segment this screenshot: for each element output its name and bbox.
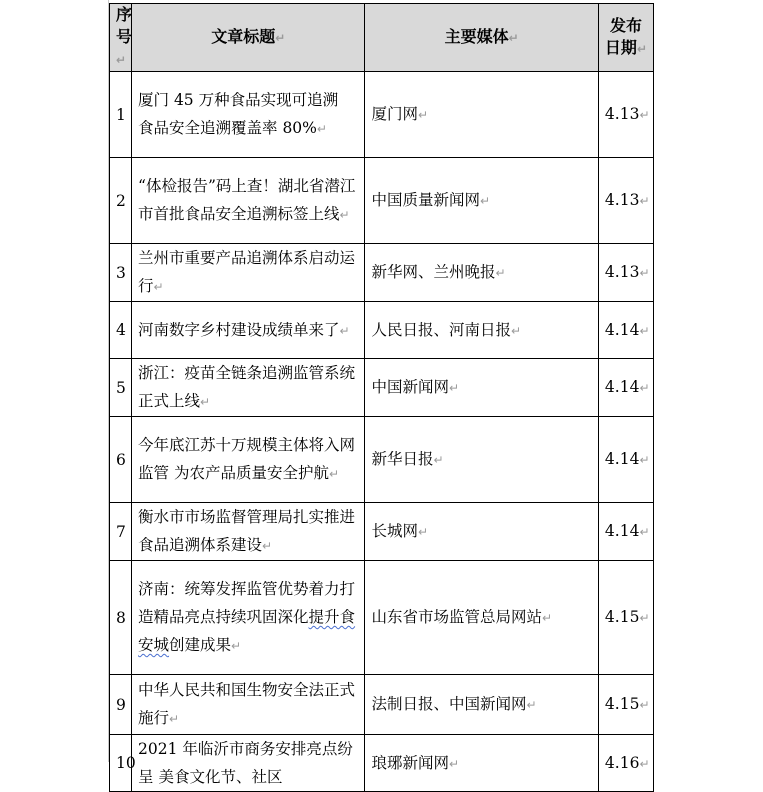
header-date: 发布日期↵ bbox=[598, 4, 653, 72]
row-media: 人民日报、河南日报↵ bbox=[365, 302, 598, 359]
row-no: 4 bbox=[110, 302, 132, 359]
header-title: 文章标题↵ bbox=[132, 4, 365, 72]
row-no: 10 bbox=[110, 735, 132, 792]
row-date: 4.15↵ bbox=[598, 675, 653, 735]
row-title: 兰州市重要产品追溯体系启动运行↵ bbox=[132, 244, 365, 302]
row-media: 新华网、兰州晚报↵ bbox=[365, 244, 598, 302]
row-media: 中国质量新闻网↵ bbox=[365, 158, 598, 244]
table-row bbox=[110, 735, 654, 792]
row-date: 4.13↵ bbox=[598, 158, 653, 244]
table-row bbox=[110, 675, 654, 735]
row-date: 4.14↵ bbox=[598, 503, 653, 561]
row-title: 衡水市市场监督管理局扎实推进食品追溯体系建设↵ bbox=[132, 503, 365, 561]
row-date: 4.13↵ bbox=[598, 244, 653, 302]
row-no: 2 bbox=[110, 158, 132, 244]
table-row bbox=[110, 561, 654, 675]
row-date: 4.13↵ bbox=[598, 72, 653, 158]
spellcheck-underline: 提升食安城 bbox=[138, 608, 356, 654]
row-no: 6 bbox=[110, 417, 132, 503]
news-table bbox=[109, 3, 654, 792]
row-no: 8 bbox=[110, 561, 132, 675]
table-body bbox=[110, 72, 654, 792]
row-date: 4.15↵ bbox=[598, 561, 653, 675]
row-media: 琅琊新闻网↵ bbox=[365, 735, 598, 792]
row-date: 4.16↵ bbox=[598, 735, 653, 792]
row-media: 长城网↵ bbox=[365, 503, 598, 561]
row-title: 中华人民共和国生物安全法正式施行↵ bbox=[132, 675, 365, 735]
row-media: 山东省市场监管总局网站↵ bbox=[365, 561, 598, 675]
table-row bbox=[110, 417, 654, 503]
row-media: 中国新闻网↵ bbox=[365, 359, 598, 417]
row-media: 法制日报、中国新闻网↵ bbox=[365, 675, 598, 735]
row-title: 厦门 45 万种食品实现可追溯 食品安全追溯覆盖率 80%↵ bbox=[132, 72, 365, 158]
row-title: 河南数字乡村建设成绩单来了↵ bbox=[132, 302, 365, 359]
row-no: 5 bbox=[110, 359, 132, 417]
row-no: 9 bbox=[110, 675, 132, 735]
row-title: 2021 年临沂市商务安排亮点纷呈 美食文化节、社区 bbox=[132, 735, 365, 792]
table-row bbox=[110, 359, 654, 417]
header-no: 序号↵ bbox=[110, 4, 132, 72]
row-date: 4.14↵ bbox=[598, 359, 653, 417]
row-title: 今年底江苏十万规模主体将入网监管 为农产品质量安全护航↵ bbox=[132, 417, 365, 503]
row-media: 厦门网↵ bbox=[365, 72, 598, 158]
row-no: 1 bbox=[110, 72, 132, 158]
table-row bbox=[110, 302, 654, 359]
row-no: 7 bbox=[110, 503, 132, 561]
table-row bbox=[110, 244, 654, 302]
row-date: 4.14↵ bbox=[598, 302, 653, 359]
row-date: 4.14↵ bbox=[598, 417, 653, 503]
row-media: 新华日报↵ bbox=[365, 417, 598, 503]
table-header-row bbox=[110, 4, 654, 72]
row-title: 浙江：疫苗全链条追溯监管系统正式上线↵ bbox=[132, 359, 365, 417]
table-row bbox=[110, 503, 654, 561]
row-no: 3 bbox=[110, 244, 132, 302]
table-row bbox=[110, 158, 654, 244]
table-row bbox=[110, 72, 654, 158]
header-media: 主要媒体↵ bbox=[365, 4, 598, 72]
row-title: “体检报告”码上查！湖北省潜江市首批食品安全追溯标签上线↵ bbox=[132, 158, 365, 244]
row-title: 济南：统筹发挥监管优势着力打造精品亮点持续巩固深化提升食安城创建成果↵ bbox=[132, 561, 365, 675]
